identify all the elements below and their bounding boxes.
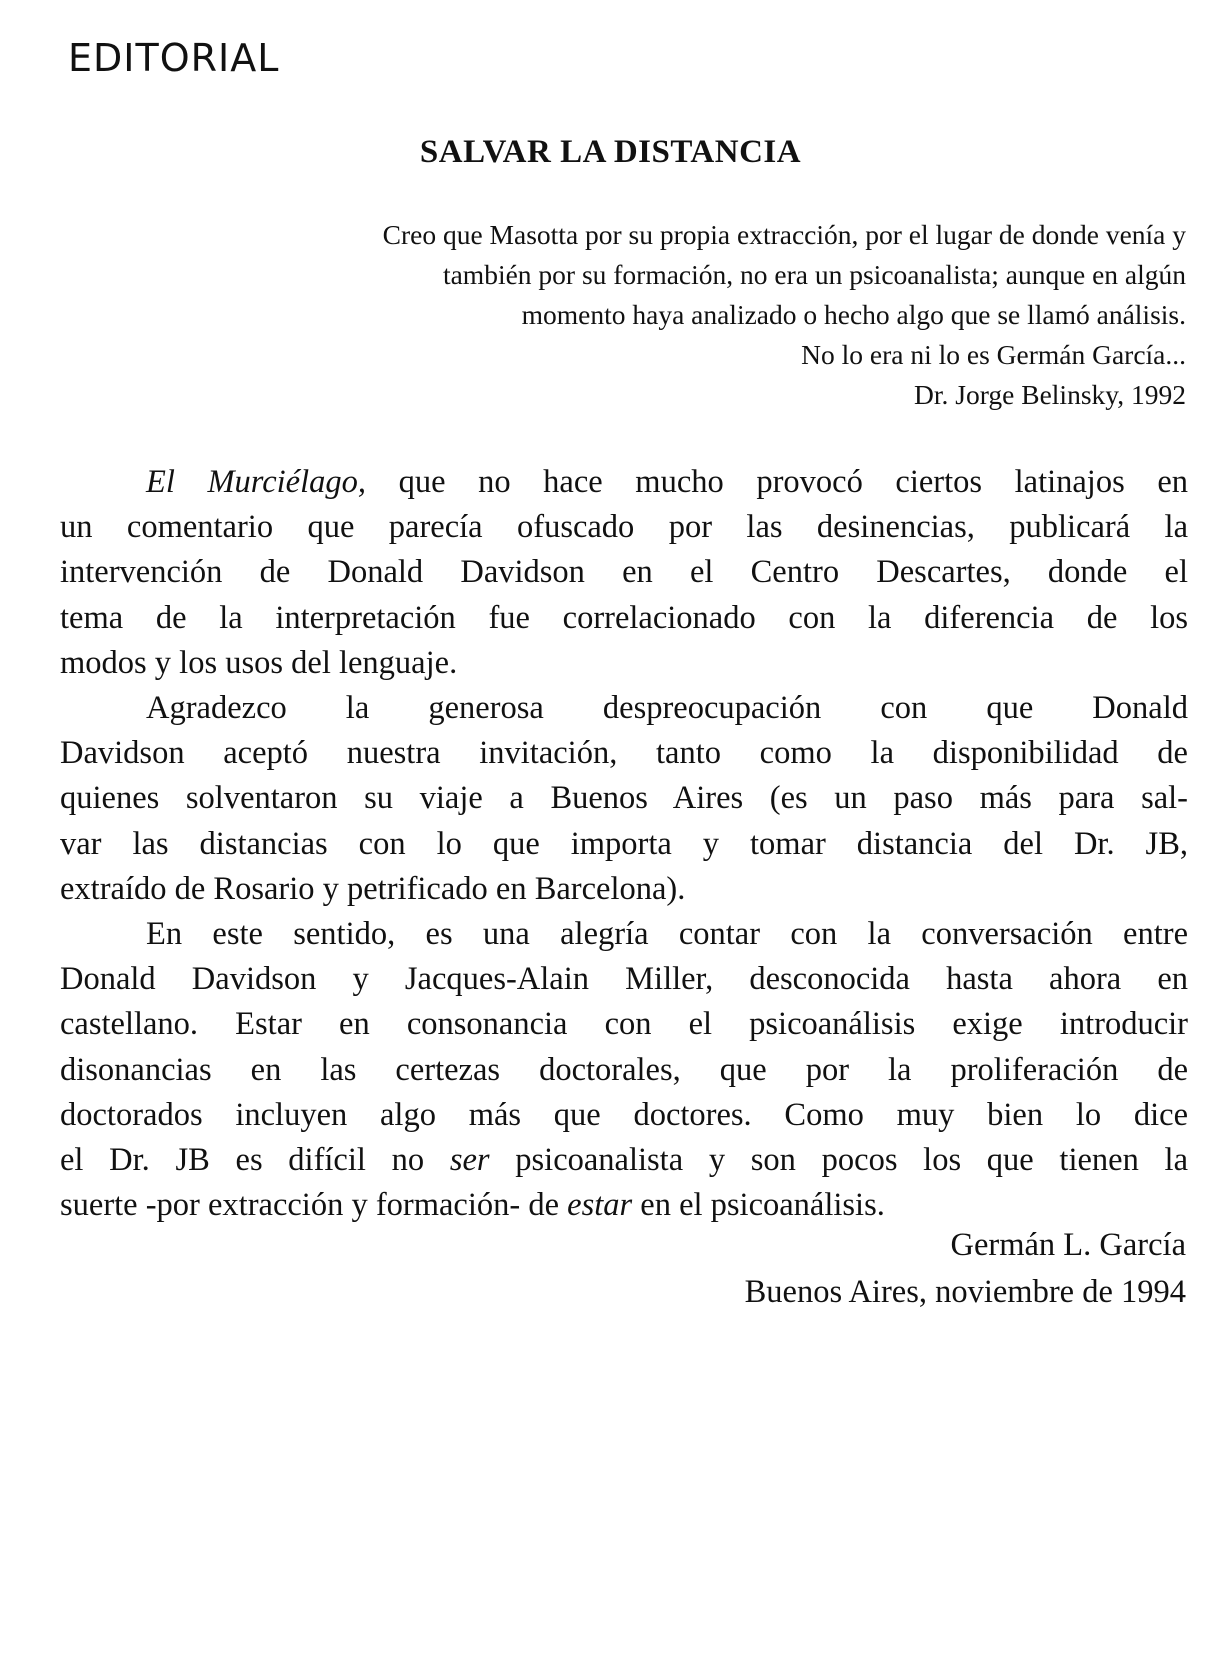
emphasis-ser: ser [449,1142,490,1179]
body-line: un comentario que parecía ofuscado por las desinencias, publicará la [60,509,1188,546]
body-line [60,460,1188,505]
epigraph-line: momento haya analizado o hecho algo que se llamó análisis. [521,299,1186,330]
body-text-span: el Dr. JB es difícil no [60,1142,450,1179]
paragraph-2 [60,686,1188,912]
body-text-span: psicoanalista y son pocos los que tienen la [489,1142,1188,1179]
body-line: Davidson aceptó nuestra invitación, tanto como la disponibilidad de [60,735,1188,772]
epigraph-line: Creo que Masotta por su propia extracción, por el lugar de donde venía y [382,219,1186,250]
body-line: quienes solventaron su viaje a Buenos Aires (es un paso más para sal- [60,780,1188,817]
place-date: Buenos Aires, noviembre de 1994 [744,1274,1186,1310]
body-text-span: que no hace mucho provocó ciertos latinajos en [366,464,1188,500]
body-line [60,1138,1188,1183]
body-text-span: en el psicoanálisis. [632,1187,885,1224]
emphasis-estar: estar [567,1187,633,1224]
body-line: intervención de Donald Davidson en el Centro Descartes, donde el [60,554,1188,591]
body-line: tema de la interpretación fue correlacionado con la diferencia de los [60,599,1188,636]
body-line: castellano. Estar en consonancia con el psicoanálisis exige introducir [60,1006,1188,1043]
body-line: extraído de Rosario y petrificado en Barcelona). [60,870,686,907]
body-text-span: suerte -por extracción y formación- de [60,1187,568,1224]
paragraph-1 [60,460,1188,686]
epigraph-line: No lo era ni lo es Germán García... [801,339,1186,370]
epigraph [90,215,1186,415]
body-line: disonancias en las certezas doctorales, que por la proliferación de [60,1051,1188,1088]
epigraph-attribution: Dr. Jorge Belinsky, 1992 [914,379,1186,410]
article-title: SALVAR LA DISTANCIA [419,134,802,170]
article-body [60,460,1188,1228]
body-line: var las distancias con lo que importa y tomar distancia del Dr. JB, [60,825,1188,862]
body-line: doctorados incluyen algo más que doctores. Como muy bien lo dice [60,1096,1188,1133]
author-name: Germán L. García [950,1227,1186,1263]
body-line: modos y los usos del lenguaje. [60,644,458,681]
paragraph-3 [60,912,1188,1228]
body-line: Donald Davidson y Jacques-Alain Miller, desconocida hasta ahora en [60,961,1188,998]
section-label: EDITORIAL [68,36,280,80]
body-line: En este sentido, es una alegría contar con la conversación entre [146,916,1188,953]
signature-block [560,1222,1186,1316]
journal-name: El Murciélago, [146,464,367,500]
epigraph-line: también por su formación, no era un psicoanalista; aunque en algún [442,259,1186,290]
body-line: Agradezco la generosa despreocupación con que Donald [146,690,1188,727]
